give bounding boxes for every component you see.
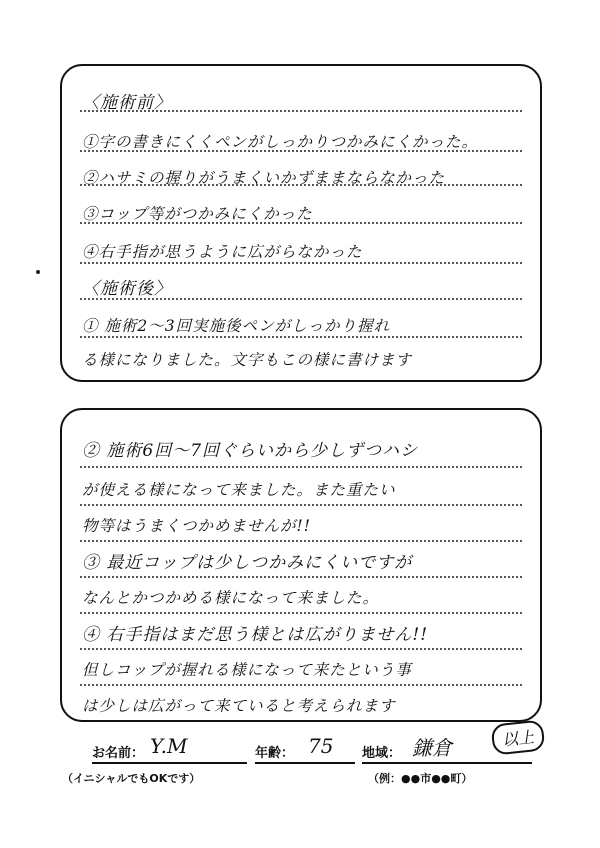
after-line-4: ③ 最近コップは少しつかみにくいですが bbox=[82, 553, 413, 573]
name-underline bbox=[92, 762, 247, 764]
dotted-rule bbox=[80, 648, 522, 650]
after-line-1: ② 施術6回〜7回ぐらいから少しずつハシ bbox=[82, 441, 419, 461]
dotted-rule bbox=[80, 612, 522, 614]
dotted-rule bbox=[80, 540, 522, 542]
ink-speck bbox=[36, 270, 40, 274]
after-line-6: ④ 右手指はまだ思う様とは広がりません!! bbox=[82, 625, 429, 645]
after-line-7: 但しコップが握れる様になって来たという事 bbox=[82, 661, 412, 679]
name-label: お名前： bbox=[92, 746, 145, 761]
dotted-rule bbox=[80, 336, 522, 338]
after-heading: 〈施術後〉 bbox=[82, 279, 172, 299]
before-line-2: ②ハサミの握りがうまくいかずままならなかった bbox=[82, 169, 446, 187]
before-line-3: ③コップ等がつかみにくかった bbox=[82, 205, 313, 223]
before-line-1: ①字の書きにくくペンがしっかりつかみにくかった。 bbox=[82, 133, 479, 151]
after-line-3: 物等はうまくつかめませんが!! bbox=[82, 517, 311, 535]
name-value: Y.M bbox=[150, 734, 188, 758]
region-label: 地域： bbox=[362, 746, 402, 761]
dotted-rule bbox=[80, 466, 522, 468]
dotted-rule bbox=[80, 504, 522, 506]
region-note: （例：●●市●●町） bbox=[368, 772, 473, 785]
after-line-5: なんとかつかめる様になって来ました。 bbox=[82, 589, 380, 607]
age-underline bbox=[255, 762, 355, 764]
age-value: 75 bbox=[308, 734, 334, 758]
after-line-2: が使える様になって来ました。また重たい bbox=[82, 481, 396, 499]
region-value: 鎌倉 bbox=[412, 736, 452, 760]
region-underline bbox=[362, 762, 532, 764]
after-treatment-card bbox=[60, 408, 542, 722]
age-label: 年齢： bbox=[255, 746, 295, 761]
after-line-8: は少しは広がって来ていると考えられます bbox=[82, 697, 396, 715]
before-line-7: る様になりました。文字もこの様に書けます bbox=[82, 351, 413, 369]
before-line-4: ④右手指が思うように広がらなかった bbox=[82, 243, 363, 261]
before-heading: 〈施術前〉 bbox=[82, 93, 172, 113]
ijou-mark: 以上 bbox=[491, 719, 546, 755]
before-treatment-card bbox=[60, 64, 542, 382]
dotted-rule bbox=[80, 684, 522, 686]
dotted-rule bbox=[80, 262, 522, 264]
dotted-rule bbox=[80, 576, 522, 578]
name-note: （イニシャルでもOKです） bbox=[62, 772, 201, 785]
before-line-6: ① 施術2〜3回実施後ペンがしっかり握れ bbox=[82, 317, 391, 335]
